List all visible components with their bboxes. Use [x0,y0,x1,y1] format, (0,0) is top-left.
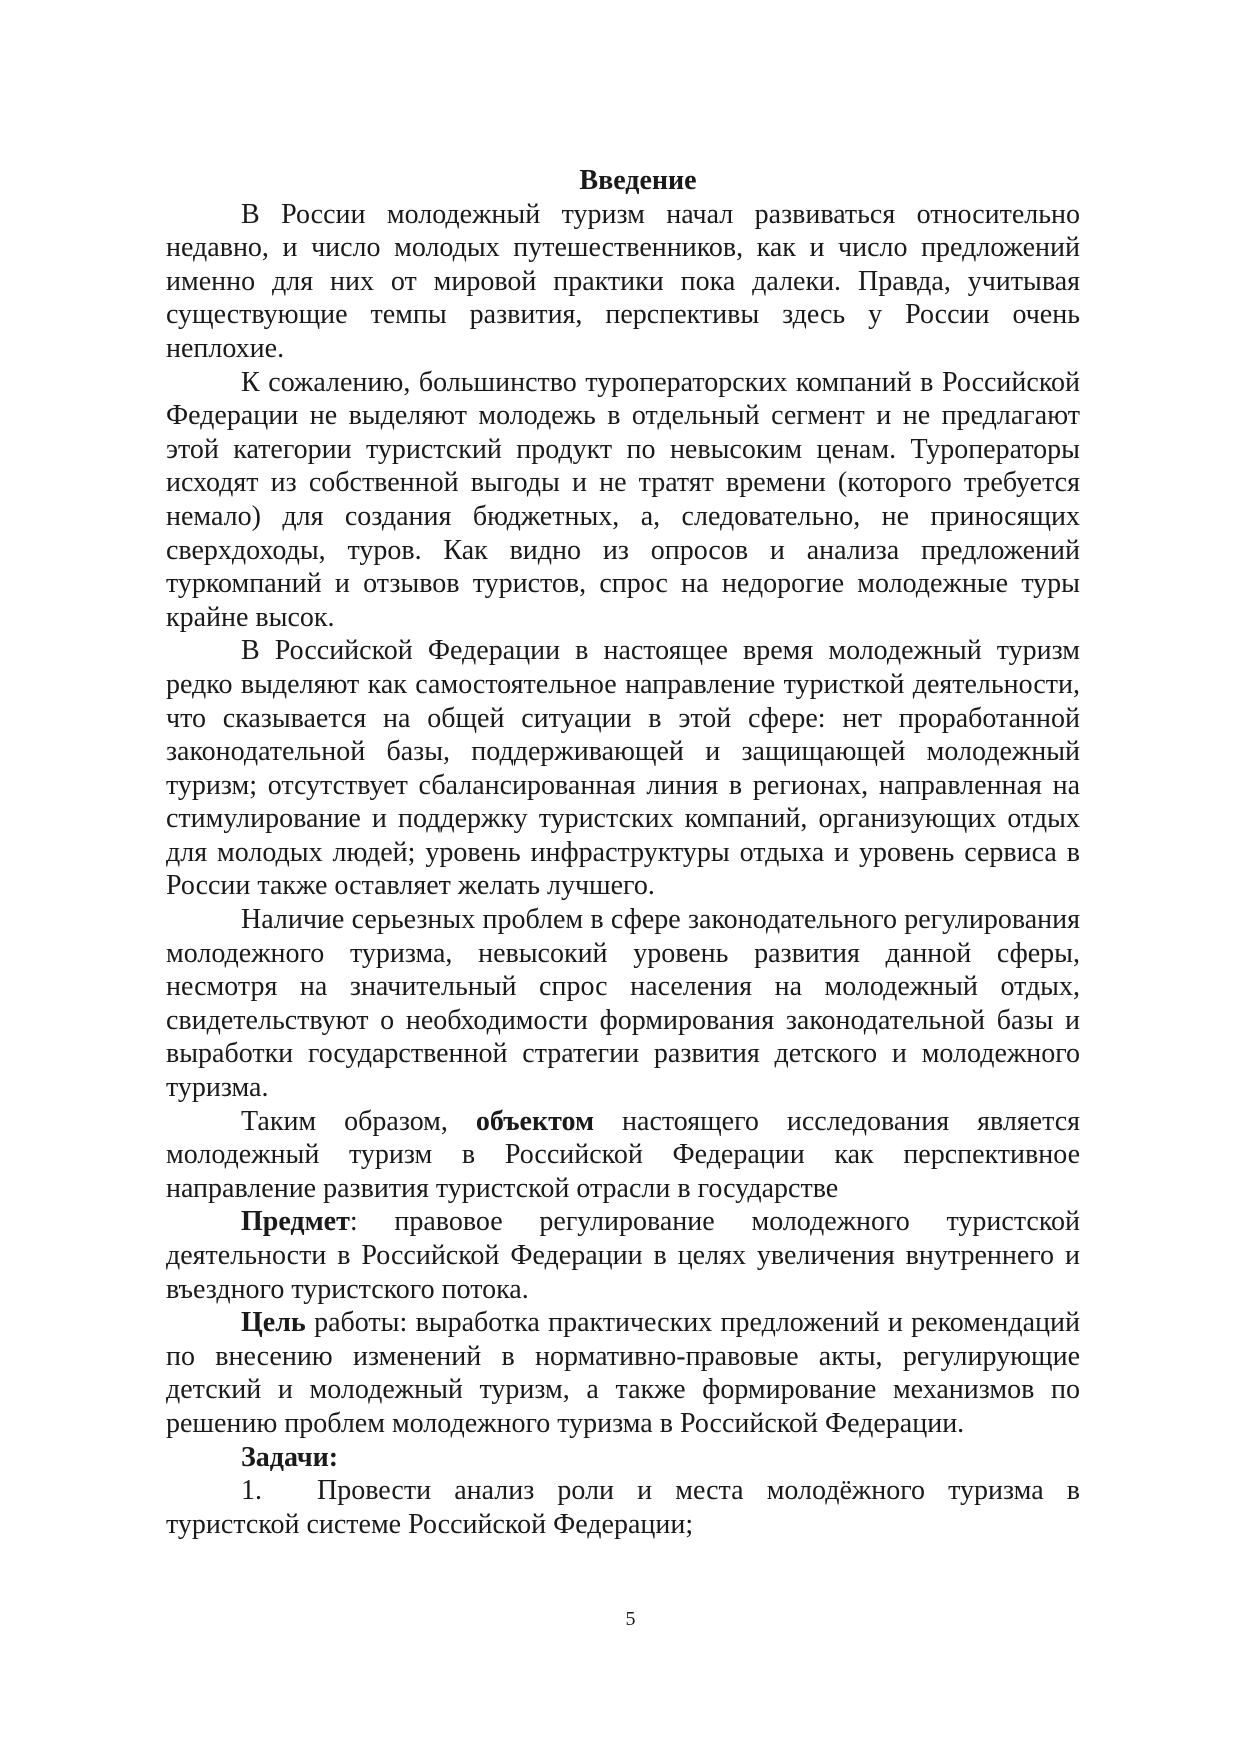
object-lead-text: Таким образом, [241,1105,476,1137]
paragraph-problems: Наличие серьезных проблем в сфере законодательного регулирования молодежного туризма, невысокий уровень развития данной сферы, несмотря на значительный спрос населения на молодежный отдых, свидетельствуют о необходимости формирования законодательной базы и выработки государственной стратегии развития детского и молодежного туризма. [166,904,1080,1104]
task-item [166,1474,1080,1541]
subject-term: Предмет [241,1206,350,1238]
subject-description: : правовое регулирование молодежного туристской деятельности в Российской Федерации в целях увеличения внутреннего и въездного туристского потока. [166,1206,1080,1305]
task-number: 1. [241,1475,262,1507]
document-body [166,164,1080,1541]
goal-description: работы: выработка практических предложений и рекомендаций по внесению изменений в нормативно-правовые акты, регулирующие детский и молодежный туризм, а также формирование механизмов по решению проблем молодежного туризма в Российской Федерации. [166,1307,1080,1439]
paragraph-object [166,1105,1080,1206]
paragraph-tour-operators: К сожалению, большинство туроператорских компаний в Российской Федерации не выделяют молодежь в отдельный сегмент и не предлагают этой категории туристский продукт по невысоким ценам. Туроператоры исходят из собственной выгоды и не тратят времени (которого требуется немало) для создания бюджетных, а, следовательно, не приносящих сверхдоходы, туров. Как видно из опросов и анализа предложений туркомпаний и отзывов туристов, спрос на недорогие молодежные туры крайне высок. [166,366,1080,633]
page-title: Введение [579,165,697,196]
paragraph-goal [166,1306,1080,1440]
task-text: Провести анализ роли и места молодёжного туризма в туристской системе Российской Федерации; [166,1475,1080,1540]
object-term: объектом [475,1105,595,1137]
paragraph-federation: В Российской Федерации в настоящее время молодежный туризм редко выделяют как самостоятельное направление туристкой деятельности, что сказывается на общей ситуации в этой сфере: нет проработанной законодательной базы, поддерживающей и защищающей молодежный туризм; отсутствует сбалансированная линия в регионах, направленная на стимулирование и поддержку туристских компаний, организующих отдых для молодых людей; уровень инфраструктуры отдыха и уровень сервиса в России также оставляет желать лучшего. [166,635,1080,902]
goal-term: Цель [241,1307,306,1339]
tasks-heading: Задачи: [241,1441,339,1473]
object-description: настоящего исследования является молодежный туризм в Российской Федерации как перспективное направление развития туристской отрасли в государстве [166,1105,1080,1204]
paragraph-intro: В России молодежный туризм начал развиваться относительно недавно, и число молодых путешественников, как и число предложений именно для них от мировой практики пока далеки. Правда, учитывая существующие темпы развития, перспективы здесь у России очень неплохие. [166,198,1080,364]
paragraph-subject [166,1205,1080,1306]
page-number: 5 [625,1608,636,1630]
